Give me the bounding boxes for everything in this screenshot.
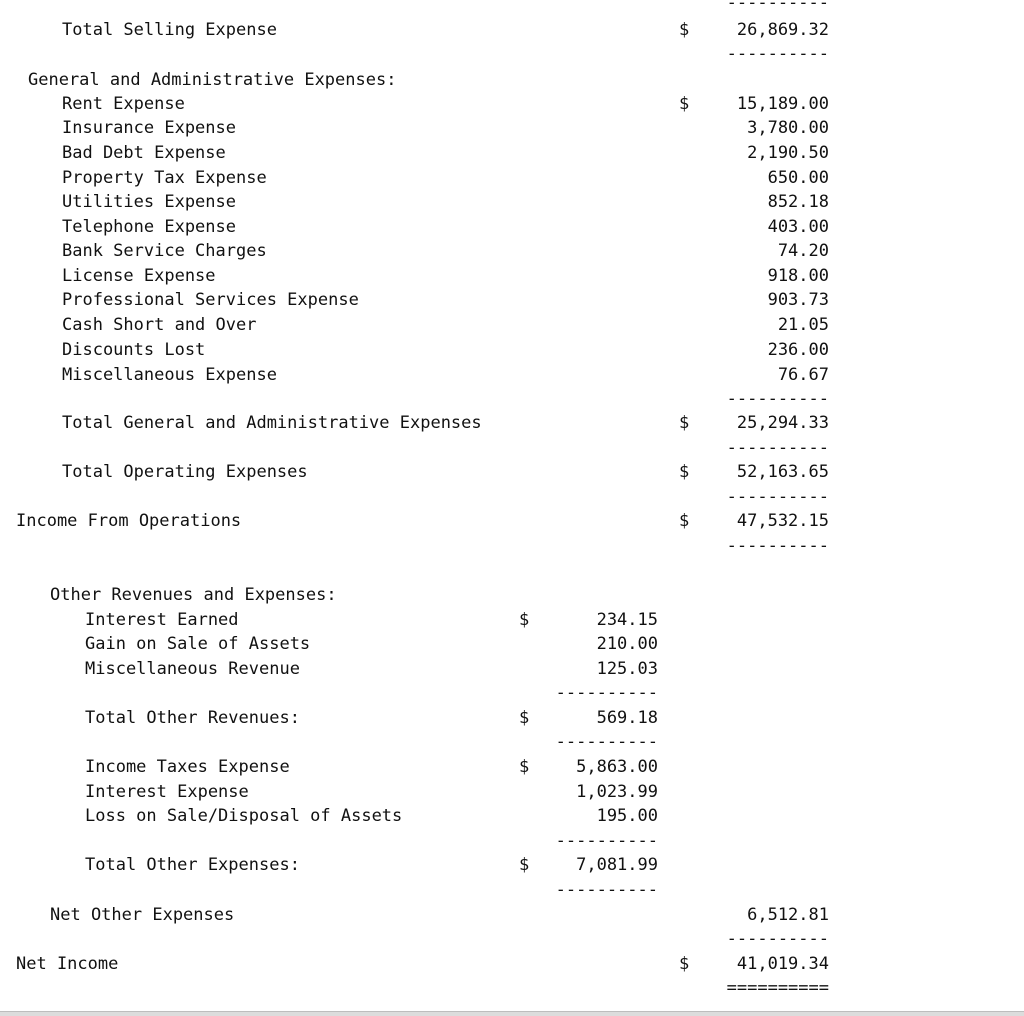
line-label-interest-expense: Interest Expense (85, 782, 249, 802)
outer-rule: ========== (726, 978, 829, 998)
inner-dollar-sign: $ (519, 610, 530, 630)
line-label-gain-sale: Gain on Sale of Assets (85, 634, 311, 654)
outer-rule: ---------- (726, 929, 829, 949)
line-label-total-operating: Total Operating Expenses (62, 462, 308, 482)
inner-rule: ---------- (555, 683, 658, 703)
inner-dollar-sign: $ (519, 855, 530, 875)
line-label-bank-service: Bank Service Charges (62, 241, 267, 261)
outer-rule: ---------- (726, 44, 829, 64)
outer-amount-rent: 15,189.00 (736, 94, 829, 114)
inner-amount-interest-earned: 234.15 (596, 610, 658, 630)
line-label-total-ga: Total General and Administrative Expenses (62, 413, 482, 433)
outer-amount-net-other: 6,512.81 (747, 905, 829, 925)
inner-amount-loss-sale: 195.00 (596, 806, 658, 826)
outer-amount-total-selling: 26,869.32 (736, 20, 829, 40)
outer-rule: ---------- (726, 0, 829, 13)
line-label-misc-expense: Miscellaneous Expense (62, 365, 277, 385)
outer-amount-cash-short: 21.05 (777, 315, 829, 335)
line-label-net-other: Net Other Expenses (50, 905, 235, 925)
window-bottom-edge (0, 1011, 1024, 1016)
outer-amount-insurance: 3,780.00 (747, 118, 829, 138)
outer-amount-net-income: 41,019.34 (736, 954, 829, 974)
inner-amount-misc-revenue: 125.03 (596, 659, 658, 679)
outer-rule: ---------- (726, 487, 829, 507)
inner-rule: ---------- (555, 732, 658, 752)
line-label-misc-revenue: Miscellaneous Revenue (85, 659, 300, 679)
outer-rule: ---------- (726, 438, 829, 458)
outer-amount-income-operations: 47,532.15 (736, 511, 829, 531)
line-label-total-other-rev: Total Other Revenues: (85, 708, 300, 728)
outer-amount-property-tax: 650.00 (767, 168, 829, 188)
line-label-discounts-lost: Discounts Lost (62, 340, 206, 360)
line-label-professional: Professional Services Expense (62, 290, 359, 310)
inner-amount-gain-sale: 210.00 (596, 634, 658, 654)
outer-amount-total-ga: 25,294.33 (736, 413, 829, 433)
line-label-interest-earned: Interest Earned (85, 610, 239, 630)
line-label-income-taxes: Income Taxes Expense (85, 757, 290, 777)
outer-rule: ---------- (726, 389, 829, 409)
outer-amount-professional: 903.73 (767, 290, 829, 310)
line-label-bad-debt: Bad Debt Expense (62, 143, 226, 163)
line-label-property-tax: Property Tax Expense (62, 168, 267, 188)
line-label-rent: Rent Expense (62, 94, 185, 114)
inner-amount-income-taxes: 5,863.00 (576, 757, 658, 777)
outer-amount-bank-service: 74.20 (777, 241, 829, 261)
outer-amount-bad-debt: 2,190.50 (747, 143, 829, 163)
outer-amount-misc-expense: 76.67 (777, 365, 829, 385)
line-label-total-selling: Total Selling Expense (62, 20, 277, 40)
line-label-loss-sale: Loss on Sale/Disposal of Assets (85, 806, 403, 826)
inner-rule: ---------- (555, 831, 658, 851)
inner-dollar-sign: $ (519, 708, 530, 728)
line-label-license: License Expense (62, 266, 216, 286)
outer-rule: ---------- (726, 536, 829, 556)
outer-dollar-sign: $ (679, 94, 690, 114)
line-label-total-other-exp: Total Other Expenses: (85, 855, 300, 875)
line-label-net-income: Net Income (16, 954, 119, 974)
line-label-other-header: Other Revenues and Expenses: (50, 585, 337, 605)
inner-amount-total-other-rev: 569.18 (596, 708, 658, 728)
outer-dollar-sign: $ (679, 511, 690, 531)
line-label-income-operations: Income From Operations (16, 511, 242, 531)
line-label-ga-header: General and Administrative Expenses: (28, 70, 397, 90)
outer-dollar-sign: $ (679, 413, 690, 433)
outer-amount-utilities: 852.18 (767, 192, 829, 212)
inner-amount-total-other-exp: 7,081.99 (576, 855, 658, 875)
outer-dollar-sign: $ (679, 20, 690, 40)
line-label-cash-short: Cash Short and Over (62, 315, 257, 335)
outer-dollar-sign: $ (679, 954, 690, 974)
line-label-insurance: Insurance Expense (62, 118, 236, 138)
outer-amount-license: 918.00 (767, 266, 829, 286)
inner-dollar-sign: $ (519, 757, 530, 777)
inner-amount-interest-expense: 1,023.99 (576, 782, 658, 802)
outer-dollar-sign: $ (679, 462, 690, 482)
outer-amount-total-operating: 52,163.65 (736, 462, 829, 482)
line-label-telephone: Telephone Expense (62, 217, 236, 237)
inner-rule: ---------- (555, 880, 658, 900)
outer-amount-telephone: 403.00 (767, 217, 829, 237)
outer-amount-discounts-lost: 236.00 (767, 340, 829, 360)
line-label-utilities: Utilities Expense (62, 192, 236, 212)
